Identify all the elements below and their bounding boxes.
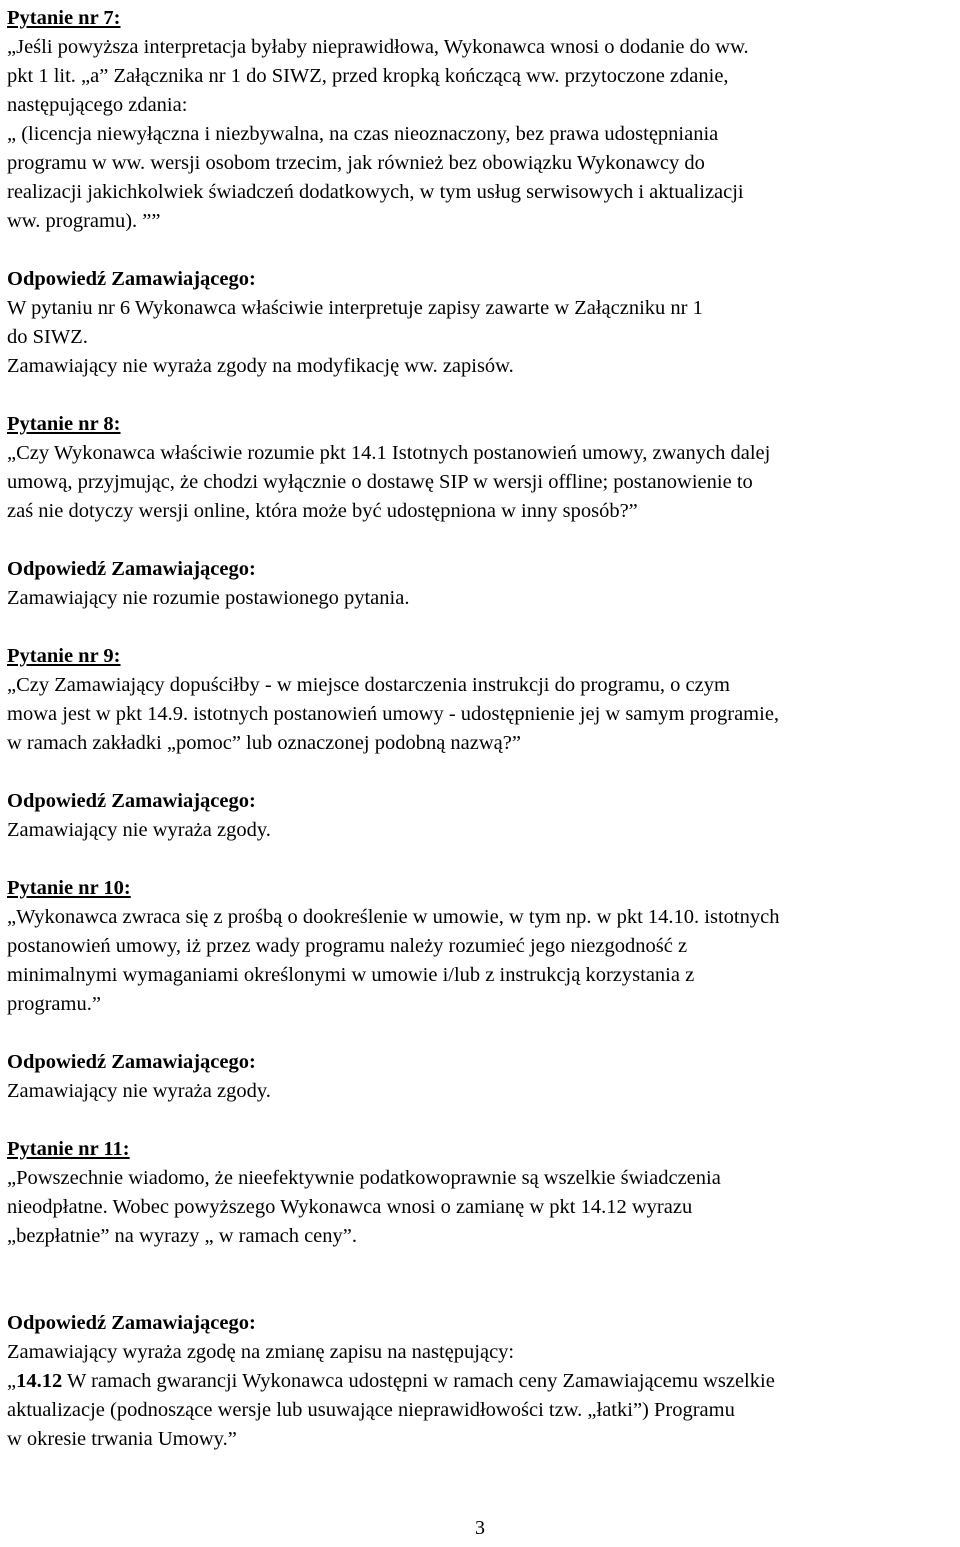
question-line: programu w ww. wersji osobom trzecim, jak również bez obowiązku Wykonawcy do — [7, 152, 705, 174]
question-section-11 — [7, 1135, 957, 1454]
question-section-7 — [7, 4, 957, 381]
answer-line: Zamawiający nie wyraża zgody na modyfikację ww. zapisów. — [7, 355, 514, 377]
question-line: pkt 1 lit. „a” Załącznika nr 1 do SIWZ, przed kropką kończącą ww. przytoczone zdanie, — [7, 65, 729, 87]
answer-line: Zamawiający nie wyraża zgody. — [7, 1080, 271, 1102]
question-line: „Jeśli powyższa interpretacja byłaby nieprawidłowa, Wykonawca wnosi o dodanie do ww. — [7, 36, 749, 58]
question-title: Pytanie nr 11: — [7, 1138, 130, 1160]
answer-title: Odpowiedź Zamawiającego: — [7, 558, 256, 580]
answer-title: Odpowiedź Zamawiającego: — [7, 1312, 256, 1334]
answer-line: W pytaniu nr 6 Wykonawca właściwie interpretuje zapisy zawarte w Załączniku nr 1 — [7, 297, 703, 319]
question-title: Pytanie nr 9: — [7, 645, 121, 667]
question-title: Pytanie nr 8: — [7, 413, 121, 435]
amended-clause-line: w okresie trwania Umowy.” — [7, 1428, 237, 1450]
question-line: „Czy Wykonawca właściwie rozumie pkt 14.1 Istotnych postanowień umowy, zwanych dalej — [7, 442, 771, 464]
question-title: Pytanie nr 10: — [7, 877, 131, 899]
question-line: postanowień umowy, iż przez wady programu należy rozumieć jego niezgodność z — [7, 935, 688, 957]
question-line: umową, przyjmując, że chodzi wyłącznie o dostawę SIP w wersji offline; postanowienie to — [7, 471, 753, 493]
amended-quote-open: „ — [7, 1370, 17, 1392]
question-line: „ (licencja niewyłączna i niezbywalna, na czas nieoznaczony, bez prawa udostępniania — [7, 123, 719, 145]
page-number: 3 — [475, 1517, 485, 1539]
question-line: „bezpłatnie” na wyrazy „ w ramach ceny”. — [7, 1225, 358, 1247]
question-line: minimalnymi wymaganiami określonymi w umowie i/lub z instrukcją korzystania z — [7, 964, 695, 986]
question-section-9 — [7, 642, 957, 845]
question-line: zaś nie dotyczy wersji online, która może być udostępniona w inny sposób?” — [7, 500, 638, 522]
answer-line: Zamawiający wyraża zgodę na zmianę zapisu na następujący: — [7, 1341, 515, 1363]
answer-title: Odpowiedź Zamawiającego: — [7, 268, 256, 290]
answer-title: Odpowiedź Zamawiającego: — [7, 790, 256, 812]
answer-title: Odpowiedź Zamawiającego: — [7, 1051, 256, 1073]
question-line: programu.” — [7, 993, 101, 1015]
amended-clause-number: 14.12 — [16, 1370, 63, 1392]
question-section-8 — [7, 410, 957, 613]
answer-line: do SIWZ. — [7, 326, 88, 348]
question-line: realizacji jakichkolwiek świadczeń dodatkowych, w tym usług serwisowych i aktualizacji — [7, 181, 744, 203]
question-title: Pytanie nr 7: — [7, 7, 121, 29]
question-line: ww. programu). ”” — [7, 210, 161, 232]
question-line: „Wykonawca zwraca się z prośbą o dookreślenie w umowie, w tym np. w pkt 14.10. istotnych — [7, 906, 780, 928]
amended-clause-first-line — [7, 1367, 957, 1396]
answer-line: Zamawiający nie wyraża zgody. — [7, 819, 271, 841]
answer-line: Zamawiający nie rozumie postawionego pytania. — [7, 587, 410, 609]
question-line: mowa jest w pkt 14.9. istotnych postanowień umowy - udostępnienie jej w samym programie, — [7, 703, 780, 725]
amended-clause-text: W ramach gwarancji Wykonawca udostępni w ramach ceny Zamawiającemu wszelkie — [62, 1370, 775, 1392]
question-line: w ramach zakładki „pomoc” lub oznaczonej podobną nazwą?” — [7, 732, 521, 754]
question-line: następującego zdania: — [7, 94, 188, 116]
document-page — [7, 4, 957, 1454]
question-line: „Powszechnie wiadomo, że nieefektywnie podatkowoprawnie są wszelkie świadczenia — [7, 1167, 721, 1189]
question-line: nieodpłatne. Wobec powyższego Wykonawca wnosi o zamianę w pkt 14.12 wyrazu — [7, 1196, 693, 1218]
question-line: „Czy Zamawiający dopuściłby - w miejsce dostarczenia instrukcji do programu, o czym — [7, 674, 730, 696]
question-section-10 — [7, 874, 957, 1106]
amended-clause-line: aktualizacje (podnoszące wersje lub usuwające nieprawidłowości tzw. „łatki”) Programu — [7, 1399, 735, 1421]
